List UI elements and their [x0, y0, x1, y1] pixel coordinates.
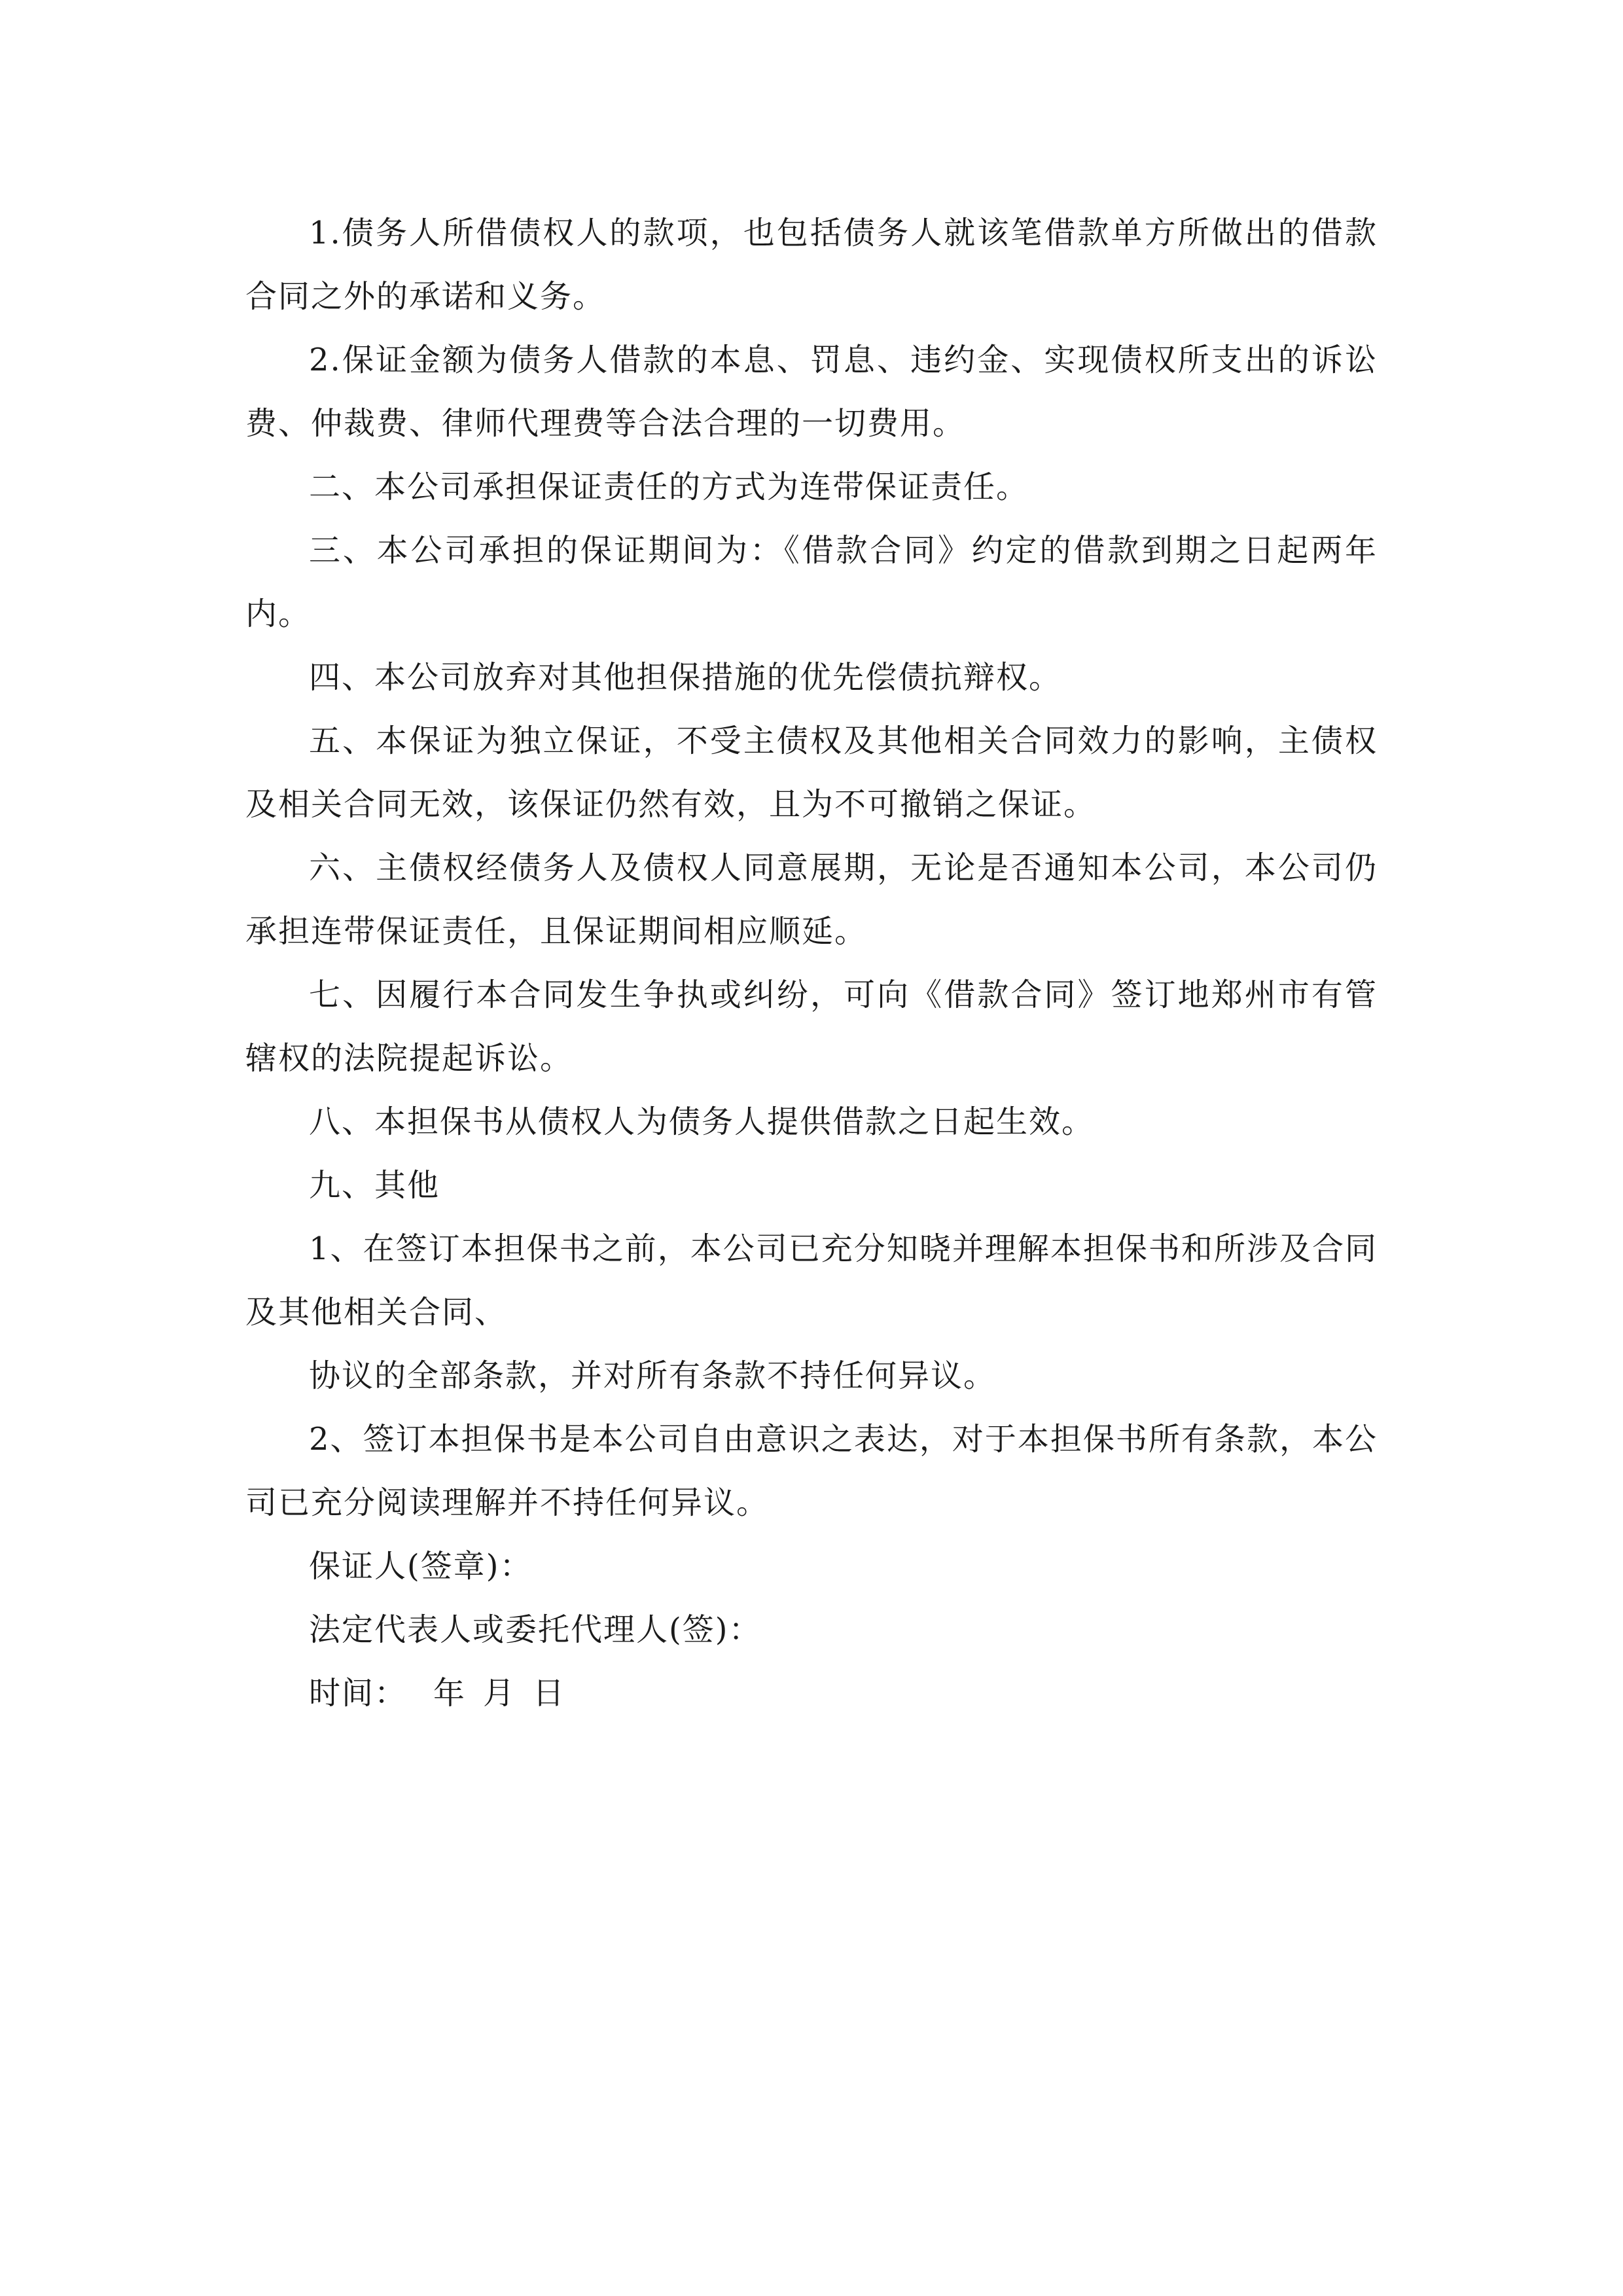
representative-label: 法定代表人或委托代理人(签)：	[309, 1611, 762, 1648]
date-month: 月	[483, 1675, 516, 1712]
document-body	[245, 202, 1378, 1725]
clause-1-1: 1.债务人所借债权人的款项，也包括债务人就该笔借款单方所做出的借款合同之外的承诺和义务。	[245, 215, 1378, 315]
date-label: 时间：	[309, 1675, 408, 1712]
clause-6: 六、主债权经债务人及债权人同意展期，无论是否通知本公司，本公司仍承担连带保证责任，且保证期间相应顺延。	[245, 850, 1378, 950]
date-year: 年	[433, 1675, 467, 1712]
clause-4: 四、本公司放弃对其他担保措施的优先偿债抗辩权。	[309, 659, 1062, 696]
clause-7: 七、因履行本合同发生争执或纠纷，可向《借款合同》签订地郑州市有管辖权的法院提起诉讼。	[245, 977, 1378, 1077]
guarantor-label: 保证人(签章)：	[309, 1548, 533, 1585]
clause-9-1: 1、在签订本担保书之前，本公司已充分知晓并理解本担保书和所涉及合同及其他相关合同、	[245, 1230, 1378, 1331]
clause-8: 八、本担保书从债权人为债务人提供借款之日起生效。	[309, 1103, 1095, 1140]
date-day: 日	[533, 1675, 566, 1712]
clause-9-heading: 九、其他	[309, 1167, 440, 1204]
clause-5: 五、本保证为独立保证，不受主债权及其他相关合同效力的影响，主债权及相关合同无效，该保证仍然有效，且为不可撤销之保证。	[245, 723, 1378, 823]
clause-9-1-continued: 协议的全部条款，并对所有条款不持任何异议。	[309, 1357, 997, 1394]
clause-2: 二、本公司承担保证责任的方式为连带保证责任。	[309, 469, 1029, 505]
date-line	[245, 1662, 1378, 1725]
clause-3: 三、本公司承担的保证期间为：《借款合同》约定的借款到期之日起两年内。	[245, 532, 1378, 632]
clause-9-2: 2、签订本担保书是本公司自由意识之表达，对于本担保书所有条款，本公司已充分阅读理解并不持任何异议。	[245, 1421, 1378, 1521]
representative-signature-line	[245, 1598, 1378, 1662]
clause-1-2: 2.保证金额为债务人借款的本息、罚息、违约金、实现债权所支出的诉讼费、仲裁费、律师代理费等合法合理的一切费用。	[245, 342, 1378, 442]
guarantor-signature-line	[245, 1535, 1378, 1598]
